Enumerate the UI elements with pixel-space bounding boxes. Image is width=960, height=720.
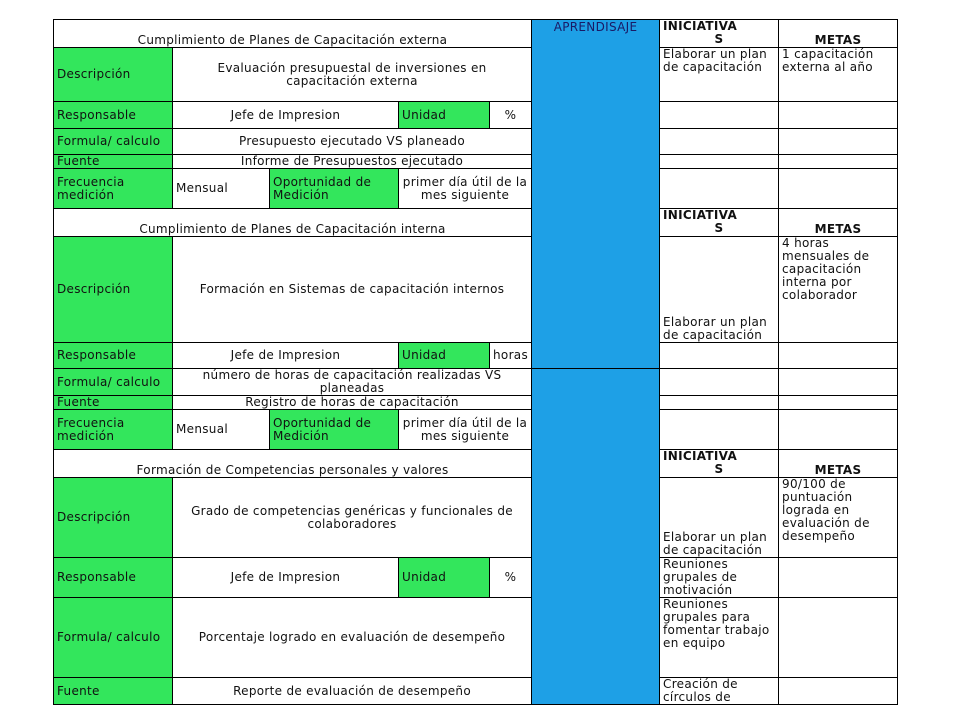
block1-empty-ini2 — [660, 129, 779, 155]
block2-oportunidad-label: Oportunidad de Medición — [270, 410, 399, 450]
block3-iniciativas-header: INICIATIVA S — [660, 450, 779, 478]
block2-responsable-label: Responsable — [54, 343, 173, 369]
block2-iniciativas-header: INICIATIVA S — [660, 209, 779, 237]
block2-title: Cumplimiento de Planes de Capacitación interna — [54, 209, 532, 237]
block1-frecuencia: Mensual — [173, 169, 270, 209]
block3-responsable-label: Responsable — [54, 558, 173, 598]
block3-unidad-label: Unidad — [399, 558, 490, 598]
block3-metas-header: METAS — [779, 450, 898, 478]
block1-oportunidad: primer día útil de la mes siguiente — [399, 169, 532, 209]
block2-iniciativa: Elaborar un plan de capacitación — [660, 237, 779, 343]
block1-empty-meta4 — [779, 169, 898, 209]
block1-formula: Presupuesto ejecutado VS planeado — [173, 129, 532, 155]
block3-iniciativa-4: Creación de círculos de — [660, 678, 779, 705]
block2-fuente-label: Fuente — [54, 396, 173, 410]
block1-empty-meta2 — [779, 129, 898, 155]
block2-empty-ini4 — [660, 410, 779, 450]
block2-unidad: horas — [490, 343, 532, 369]
block1-frecuencia-label: Frecuencia medición — [54, 169, 173, 209]
block3-iniciativa-2: Reuniones grupales de motivación — [660, 558, 779, 598]
block1-meta: 1 capacitación externa al año — [779, 48, 898, 102]
block1-responsable: Jefe de Impresion — [173, 102, 399, 129]
block3-fuente-label: Fuente — [54, 678, 173, 705]
block1-fuente-label: Fuente — [54, 155, 173, 169]
block2-frecuencia-label: Frecuencia medición — [54, 410, 173, 450]
block3-formula: Porcentaje logrado en evaluación de desempeño — [173, 598, 532, 678]
block2-empty-ini — [660, 343, 779, 369]
block1-unidad: % — [490, 102, 532, 129]
block1-iniciativas-header: INICIATIVA S — [660, 20, 779, 48]
block1-descripcion: Evaluación presupuestal de inversiones en capacitación externa — [173, 48, 532, 102]
block2-unidad-label: Unidad — [399, 343, 490, 369]
block2-metas-header: METAS — [779, 209, 898, 237]
block1-empty-ini3 — [660, 155, 779, 169]
block1-descripcion-label: Descripción — [54, 48, 173, 102]
block1-empty-ini4 — [660, 169, 779, 209]
block3-descripcion-label: Descripción — [54, 478, 173, 558]
block3-empty-meta3 — [779, 678, 898, 705]
block1-unidad-label: Unidad — [399, 102, 490, 129]
block2-empty-meta3 — [779, 396, 898, 410]
block2-empty-meta4 — [779, 410, 898, 450]
block1-iniciativa: Elaborar un plan de capacitación — [660, 48, 779, 102]
block2-formula: número de horas de capacitación realizadas VS planeadas — [173, 369, 532, 396]
block1-empty-ini — [660, 102, 779, 129]
block2-oportunidad: primer día útil de la mes siguiente — [399, 410, 532, 450]
block3-empty-meta — [779, 558, 898, 598]
block3-iniciativa-3: Reuniones grupales para fomentar trabajo en equipo — [660, 598, 779, 678]
block3-fuente: Reporte de evaluación de desempeño — [173, 678, 532, 705]
block1-formula-label: Formula/ calculo — [54, 129, 173, 155]
block2-empty-ini3 — [660, 396, 779, 410]
block3-responsable: Jefe de Impresion — [173, 558, 399, 598]
block2-responsable: Jefe de Impresion — [173, 343, 399, 369]
block2-formula-label: Formula/ calculo — [54, 369, 173, 396]
block1-empty-meta — [779, 102, 898, 129]
block3-empty-meta2 — [779, 598, 898, 678]
block3-formula-label: Formula/ calculo — [54, 598, 173, 678]
block2-fuente: Registro de horas de capacitación — [173, 396, 532, 410]
block2-empty-ini2 — [660, 369, 779, 396]
block3-title: Formación de Competencias personales y valores — [54, 450, 532, 478]
block1-empty-meta3 — [779, 155, 898, 169]
block2-empty-meta — [779, 343, 898, 369]
aprendisaje-column-cont — [532, 369, 660, 705]
block2-meta: 4 horas mensuales de capacitación interna por colaborador — [779, 237, 898, 343]
aprendisaje-column: APRENDISAJE — [532, 20, 660, 369]
block1-oportunidad-label: Oportunidad de Medición — [270, 169, 399, 209]
block2-descripcion-label: Descripción — [54, 237, 173, 343]
block1-metas-header: METAS — [779, 20, 898, 48]
block3-meta: 90/100 de puntuación lograda en evaluación de desempeño — [779, 478, 898, 558]
block2-frecuencia: Mensual — [173, 410, 270, 450]
block3-descripcion: Grado de competencias genéricas y funcionales de colaboradores — [173, 478, 532, 558]
indicator-sheet — [53, 19, 898, 705]
block1-responsable-label: Responsable — [54, 102, 173, 129]
block2-empty-meta2 — [779, 369, 898, 396]
block1-title: Cumplimiento de Planes de Capacitación externa — [54, 20, 532, 48]
block3-iniciativa-1: Elaborar un plan de capacitación — [660, 478, 779, 558]
block1-fuente: Informe de Presupuestos ejecutado — [173, 155, 532, 169]
block3-unidad: % — [490, 558, 532, 598]
block2-descripcion: Formación en Sistemas de capacitación internos — [173, 237, 532, 343]
